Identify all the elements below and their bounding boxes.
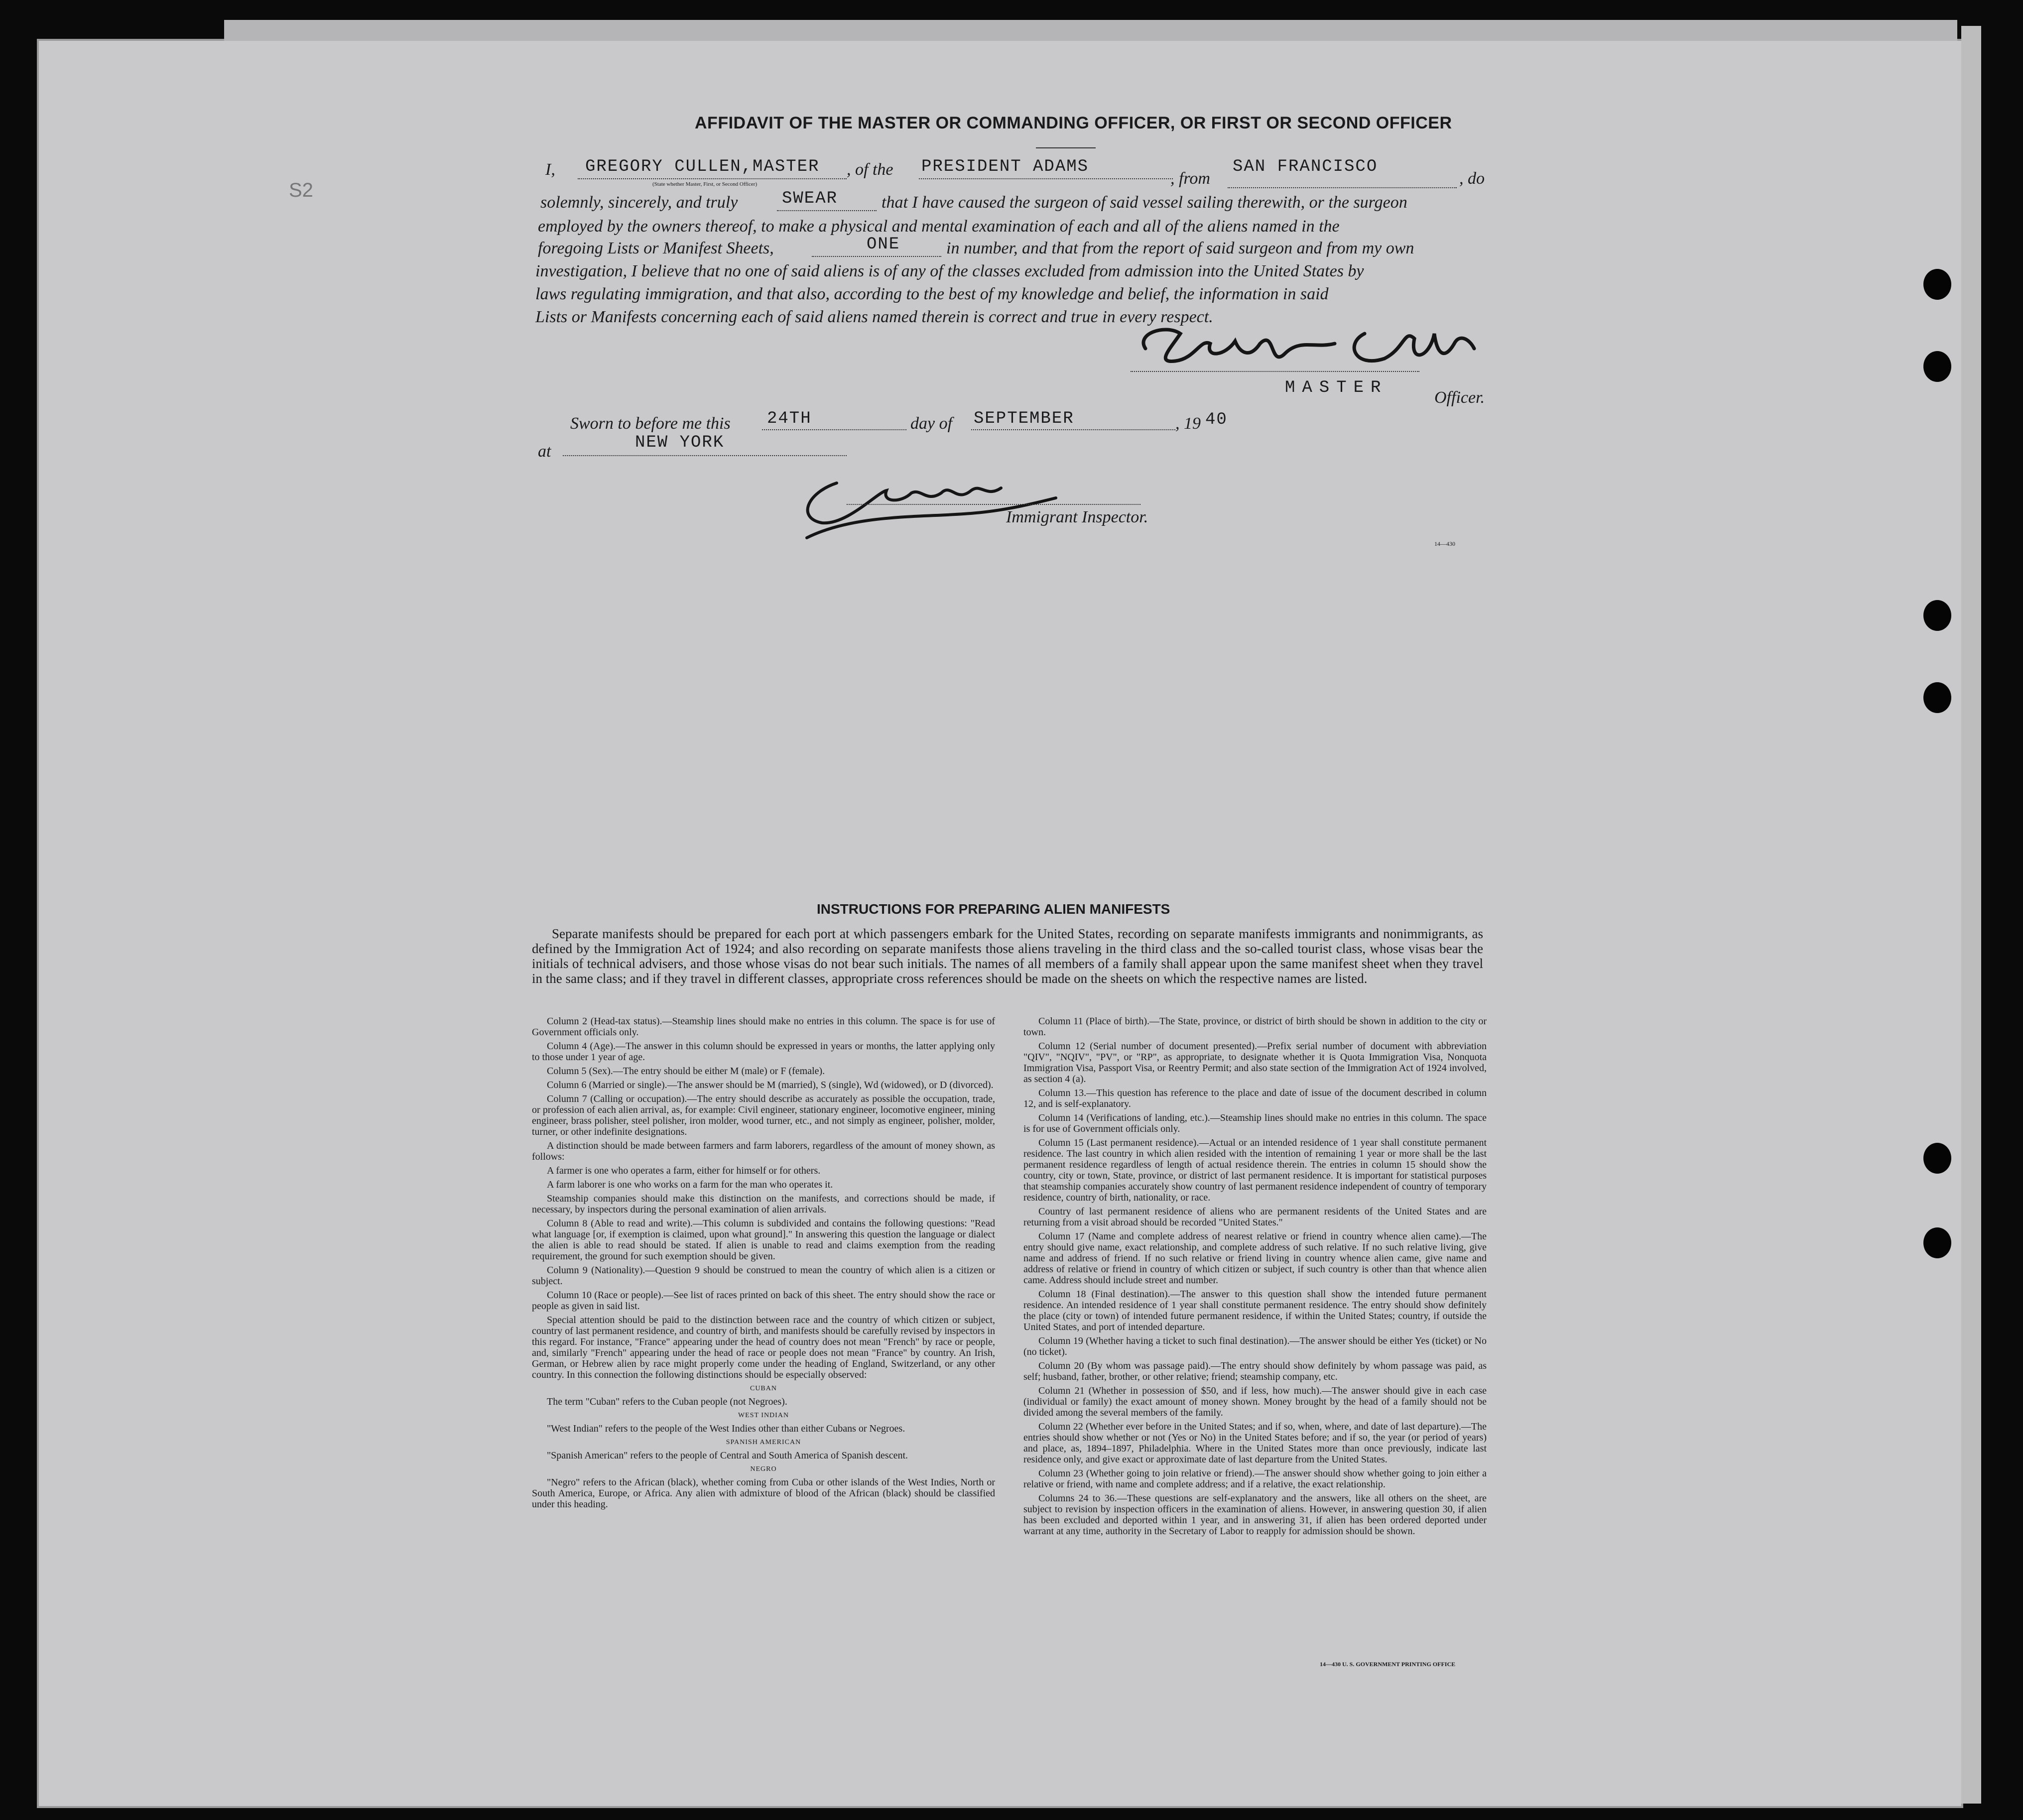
instruction-paragraph: Column 19 (Whether having a ticket to such final destination).—The answer should be either Yes (ticket) or No (no ticket). (1023, 1335, 1487, 1357)
page-edge (1961, 26, 1981, 1804)
instruction-paragraph: Column 9 (Nationality).—Question 9 should be construed to mean the country of which alien is a citizen or subject. (532, 1265, 995, 1287)
master-signature (1126, 314, 1499, 383)
punch-hole (1923, 1227, 1951, 1258)
instruction-paragraph: Column 2 (Head-tax status).—Steamship lines should make no entries in this column. The space is for use of Government officials only. (532, 1016, 995, 1038)
instruction-paragraph: Column 13.—This question has reference to the place and date of issue of the document described in column 12, and is self-explanatory. (1023, 1088, 1487, 1109)
punch-hole (1923, 269, 1951, 300)
instruction-paragraph: Column 12 (Serial number of document presented).—Prefix serial number of document with abbreviation "QIV", "NQIV", "PV", or "RP", as appropriate, to designate whether it is Quota Immigration Visa, Nonquota Immigration Visa, Passport Visa, or Reentry Permit; and also state section of the Immigration Act of 1924 involved, as section 4 (a). (1023, 1041, 1487, 1085)
title-rule (1036, 147, 1096, 148)
from-label: , from (1170, 169, 1210, 188)
manifest-page (39, 41, 1961, 1806)
instruction-paragraph: Column 8 (Able to read and write).—This column is subdivided and contains the following questions: "Read what language [or, if exemption is claimed, upon what ground]." In answering this question the language or dialect the alien is able to read should be stated. If alien is unable to read and claims exemption from the reading requirement, the ground for such exemption should be given. (532, 1218, 995, 1262)
instruction-paragraph: Steamship companies should make this distinction on the manifests, and corrections should be made, if necessary, by inspectors during the personal examination of alien arrivals. (532, 1193, 995, 1215)
instructions-right-column (1023, 1016, 1487, 1658)
spanish-american-text: "Spanish American" refers to the people of Central and South America of Spanish descent. (547, 1450, 908, 1461)
affidavit-line4b: in number, and that from the report of said surgeon and from my own (946, 239, 1414, 257)
spanish-american-heading: SPANISH AMERICAN (726, 1439, 801, 1446)
affidavit-line2a: solemnly, sincerely, and truly (540, 193, 738, 212)
i-label: I, (545, 160, 555, 179)
west-indian-text: "West Indian" refers to the people of the West Indies other than either Cubans or Negroes. (547, 1423, 905, 1434)
place-value: NEW YORK (635, 433, 725, 452)
negro-heading: NEGRO (750, 1465, 777, 1473)
instruction-paragraph: Column 10 (Race or people).—See list of races printed on back of this sheet. The entry should show the race or people as given in said list. (532, 1290, 995, 1312)
printing-office-footer: 14—430 U. S. GOVERNMENT PRINTING OFFICE (1320, 1661, 1456, 1668)
officer-label: Officer. (1434, 388, 1485, 407)
name-line (578, 178, 847, 179)
day-value: 24TH (767, 409, 812, 428)
sworn-label: Sworn to before me this (570, 414, 731, 433)
month-line (971, 429, 1175, 430)
punch-hole (1923, 600, 1951, 631)
instruction-paragraph: A distinction should be made between farmers and farm laborers, regardless of the amount of money shown, as follows: (532, 1140, 995, 1162)
instruction-paragraph: Column 5 (Sex).—The entry should be either M (male) or F (female). (547, 1066, 825, 1077)
affidavit-line5: investigation, I believe that no one of said aliens is of any of the classes excluded from admission into the United States by (535, 262, 1364, 280)
instruction-paragraph: Column 20 (By whom was passage paid).—The entry should show definitely by whom passage was paid, as self; husband, father, brother, or other relative; friend; steamship company, etc. (1023, 1360, 1487, 1382)
instruction-paragraph: Column 6 (Married or single).—The answer should be M (married), S (single), Wd (widowed), or D (divorced). (547, 1080, 994, 1091)
instruction-paragraph: Columns 24 to 36.—These questions are self-explanatory and the answers, like all others on the sheet, are subject to revision by inspection officers in the examination of aliens. However, in answering question 30, if alien has been excluded and deported within 1 year, and in answering 31, if alien has been ordered deported under warrant at any time, authority in the Secretary of Labor to reapply for admission should be shown. (1023, 1493, 1487, 1537)
punch-hole (1923, 1143, 1951, 1174)
affidavit-title: AFFIDAVIT OF THE MASTER OR COMMANDING OFFICER, OR FIRST OR SECOND OFFICER (695, 114, 1452, 132)
place-line (563, 455, 847, 456)
instructions-title: INSTRUCTIONS FOR PREPARING ALIEN MANIFESTS (817, 901, 1170, 917)
instruction-paragraph: Column 7 (Calling or occupation).—The entry should describe as accurately as possible the occupation, trade, or profession of each alien arrival, as, for example: Civil engineer, stationary engineer, locomotive engineer, mining engineer, brass polisher, steel polisher, iron molder, wood turner, etc., and not simply as engineer, polisher, molder, turner, or other indefinite designations. (532, 1093, 995, 1137)
instruction-paragraph: A farm laborer is one who works on a farm for the man who operates it. (547, 1179, 833, 1190)
day-of-label: day of (910, 414, 953, 433)
instruction-paragraph: Column 18 (Final destination).—The answer to this question shall show the intended future permanent residence. An intended residence of 1 year shall constitute permanent residence. The entry should show definitely the place (city or town) of intended future permanent residence, if within the United States; country, if outside the United States, and port of intended departure. (1023, 1289, 1487, 1333)
port-value: SAN FRANCISCO (1233, 157, 1378, 176)
instruction-paragraph: Country of last permanent residence of aliens who are permanent residents of the United States and are returning from a visit abroad should be recorded "United States." (1023, 1206, 1487, 1228)
master-name-value: GREGORY CULLEN,MASTER (585, 157, 820, 176)
inspector-signature (777, 463, 1086, 543)
instructions-left-column (532, 1016, 995, 1658)
inspector-label: Immigrant Inspector. (1006, 508, 1148, 526)
of-the-label: , of the (847, 160, 893, 179)
oath-value: SWEAR (782, 189, 838, 208)
west-indian-heading: WEST INDIAN (738, 1412, 789, 1419)
instruction-paragraph: A farmer is one who operates a farm, either for himself or for others. (547, 1165, 821, 1176)
month-value: SEPTEMBER (974, 409, 1074, 428)
ship-line (919, 178, 1173, 179)
punch-hole (1923, 682, 1951, 713)
instruction-paragraph: Column 22 (Whether ever before in the United States; and if so, when, where, and date of last departure).—The entries should show whether or not (Yes or No) in the United States before; and if so, the year (or period of years) and place, as, 1894–1897, Philadelphia. Where in the United States more than once previously, indicate last residence only, and give exact or approximate date of last departure from the United States. (1023, 1421, 1487, 1465)
form-number: 14—430 (1434, 540, 1455, 547)
name-hint: (State whether Master, First, or Second Officer) (652, 181, 758, 187)
affidavit-line6: laws regulating immigration, and that also, according to the best of my knowledge and belief, the information in said (535, 285, 1329, 303)
sheets-value: ONE (867, 235, 900, 254)
instructions-intro: Separate manifests should be prepared for each port at which passengers embark for the United States, recording on separate manifests immigrants and nonimmigrants, as defined by the Immigration Act of 1924; and also recording on separate manifests those aliens traveling in the third class and the so-called tourist class, whose visas bear the initials of technical advisers, and those whose visas do not bear such initials. The names of all members of a family shall appear upon the same manifest sheet when they travel in the same class; and if they travel in different classes, appropriate cross references should be made on the sheets on which the respective names are listed. (532, 926, 1483, 986)
affidavit-line3: employed by the owners thereof, to make a physical and mental examination of each and all of the aliens named in the (538, 217, 1340, 236)
instruction-paragraph: Column 11 (Place of birth).—The State, province, or district of birth should be shown in addition to the city or town. (1023, 1016, 1487, 1038)
affidavit-line4a: foregoing Lists or Manifest Sheets, (538, 239, 774, 257)
cuban-text: The term "Cuban" refers to the Cuban people (not Negroes). (547, 1396, 787, 1407)
instruction-paragraph: Column 23 (Whether going to join relative or friend).—The answer should show whether going to join either a relative or friend, with name and complete address; and if a relative, the exact relationship. (1023, 1468, 1487, 1490)
do-label: , do (1459, 169, 1485, 188)
instruction-paragraph: Column 4 (Age).—The answer in this column should be expressed in years or months, the latter applying only to those under 1 year of age. (532, 1041, 995, 1063)
port-line (1228, 187, 1457, 188)
page-top-edge (224, 20, 1957, 41)
instruction-paragraph: Column 17 (Name and complete address of nearest relative or friend in country whence alien came).—The entry should give name, exact relationship, and complete address of such relative. If no such relative living, give name and address of friend. If no such relative or friend living in country whence alien came, give name and address of relative or friend in country of which citizen or subject, if such country is other than that whence alien came. Address should include street and number. (1023, 1231, 1487, 1286)
sheets-line (812, 256, 941, 257)
inspector-line (847, 504, 1140, 505)
year-value: 40 (1205, 410, 1228, 429)
instruction-paragraph: Column 15 (Last permanent residence).—Actual or an intended residence of 1 year shall constitute permanent residence. The last country in which alien resided with the intention of remaining 1 year or more shall be the last permanent residence regardless of length of actual residence therein. The entries in column 15 should show the country, city or town, State, province, or district of last permanent residence. It is important for statistical purposes that steamship companies accurately show country of last permanent residence independent of country of temporary residence, country of birth, nationality, or race. (1023, 1137, 1487, 1203)
cuban-heading: CUBAN (750, 1385, 777, 1392)
day-line (762, 429, 906, 430)
negro-text: "Negro" refers to the African (black), whether coming from Cuba or other islands of the West Indies, North or South America, Europe, or Africa. Any alien with admixture of blood of the African (black) should be classified under this heading. (532, 1477, 995, 1510)
year-prefix: , 19 (1175, 414, 1201, 433)
affidavit-line7: Lists or Manifests concerning each of said aliens named therein is correct and true in every respect. (535, 308, 1213, 326)
instruction-paragraph: Column 21 (Whether in possession of $50, and if less, how much).—The answer should give in each case (individual or family) the exact amount of money shown. Money brought by the head of a family should not be divided among the several members of the family. (1023, 1385, 1487, 1418)
margin-mark: S2 (289, 179, 313, 201)
signature-line (1131, 371, 1419, 372)
rank-value: MASTER (1285, 378, 1388, 397)
instruction-paragraph: Column 14 (Verifications of landing, etc.).—Steamship lines should make no entries in this column. The space is for use of Government officials only. (1023, 1112, 1487, 1134)
punch-hole (1923, 351, 1951, 382)
ship-value: PRESIDENT ADAMS (921, 157, 1089, 176)
instruction-paragraph: Special attention should be paid to the distinction between race and the country of which citizen or subject, country of last permanent residence, and country of birth, and manifests should be carefully revised by inspectors in this regard. For instance, "France" appearing under the head of country does not mean "French" by race or people, and, similarly "French" appearing under the head of race or people does not mean "France" by country. An Irish, German, or Hebrew alien by race might properly come under the heading of England, Switzerland, or any other country. In this connection the following distinctions should be especially observed: (532, 1315, 995, 1380)
at-label: at (538, 442, 551, 461)
oath-line (777, 210, 877, 211)
affidavit-line2b: that I have caused the surgeon of said vessel sailing therewith, or the surgeon (882, 193, 1407, 212)
